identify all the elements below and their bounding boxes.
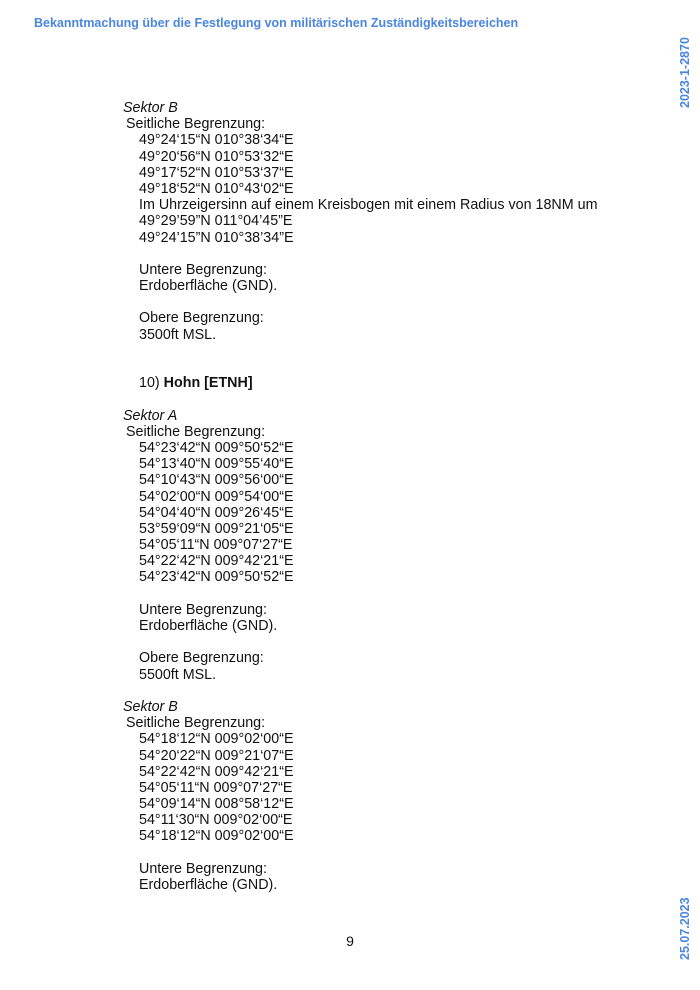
coordinate-line: 54°20‘22“N 009°21‘07“E [139, 747, 294, 764]
coordinate-line: 54°04‘40“N 009°26‘45“E [139, 504, 294, 521]
coordinate-line: 54°18‘12“N 009°02‘00“E [139, 731, 294, 748]
coordinate-line: 54°23‘42“N 009°50‘52“E [139, 439, 294, 456]
document-date [678, 893, 694, 960]
sector-title: Sektor A [123, 407, 178, 424]
coordinate-line: 54°05‘11“N 009°07‘27“E [139, 779, 293, 796]
coordinate-line: 54°23‘42“N 009°50‘52“E [139, 569, 294, 586]
arc-description: Im Uhrzeigersinn auf einem Kreisbogen mit einem Radius von 18NM um [139, 197, 598, 214]
coordinate-line: 54°22‘42“N 009°42‘21“E [139, 763, 294, 780]
upper-label: Obere Begrenzung: [139, 310, 264, 327]
coordinate-line: 54°18‘12“N 009°02‘00“E [139, 828, 294, 845]
lower-label: Untere Begrenzung: [139, 261, 267, 278]
coordinate-line: 54°10‘43“N 009°56‘00“E [139, 472, 294, 489]
coordinate-line: 54°22‘42“N 009°42‘21“E [139, 553, 294, 570]
lower-value: Erdoberfläche (GND). [139, 278, 278, 295]
sector-title: Sektor B [123, 100, 178, 116]
lateral-label: Seitliche Begrenzung: [126, 423, 266, 440]
coordinate-line: 49°17‘52“N 010°53‘37“E [139, 164, 294, 181]
upper-value: 3500ft MSL. [139, 326, 217, 343]
coordinate-line: 53°59‘09“N 009°21‘05“E [139, 520, 294, 537]
section-name: Hohn [ETNH] [163, 375, 253, 392]
document-date-text: 25.07.2023 [678, 897, 692, 960]
coordinate-line: 54°02‘00“N 009°54‘00“E [139, 488, 294, 505]
lower-value: Erdoberfläche (GND). [139, 877, 278, 893]
upper-label: Obere Begrenzung: [139, 650, 264, 667]
coordinate-line: 54°05‘11“N 009°07‘27“E [139, 537, 293, 554]
coordinate-line: 49°24’15”N 010°38’34”E [139, 229, 294, 246]
coordinate-line: 49°29’59”N 011°04’45”E [139, 213, 293, 230]
document-id [678, 32, 694, 108]
lower-value: Erdoberfläche (GND). [139, 618, 278, 634]
coordinate-line: 54°13‘40“N 009°55‘40“E [139, 456, 294, 473]
lateral-label: Seitliche Begrenzung: [126, 715, 266, 732]
coordinate-line: 49°18‘52“N 010°43‘02“E [139, 180, 294, 197]
lower-label: Untere Begrenzung: [139, 860, 267, 877]
lower-label: Untere Begrenzung: [139, 601, 267, 618]
header-title: Bekanntmachung über die Festlegung von militärischen Zuständigkeitsbereichen [34, 16, 519, 30]
document-id-text: 2023-1-2870 [678, 37, 692, 108]
sector-title: Sektor B [123, 698, 178, 715]
coordinate-line: 49°24‘15“N 010°38‘34“E [139, 132, 294, 149]
section-heading [123, 375, 663, 391]
page-number: 9 [346, 933, 354, 949]
document-body [123, 100, 663, 893]
section-number: 10) [139, 375, 160, 392]
upper-value: 5500ft MSL. [139, 666, 217, 683]
coordinate-line: 54°09‘14“N 008°58‘12“E [139, 796, 294, 813]
coordinate-line: 49°20‘56“N 010°53‘32“E [139, 148, 294, 165]
coordinate-line: 54°11‘30“N 009°02‘00“E [139, 812, 293, 829]
lateral-label: Seitliche Begrenzung: [126, 116, 266, 133]
